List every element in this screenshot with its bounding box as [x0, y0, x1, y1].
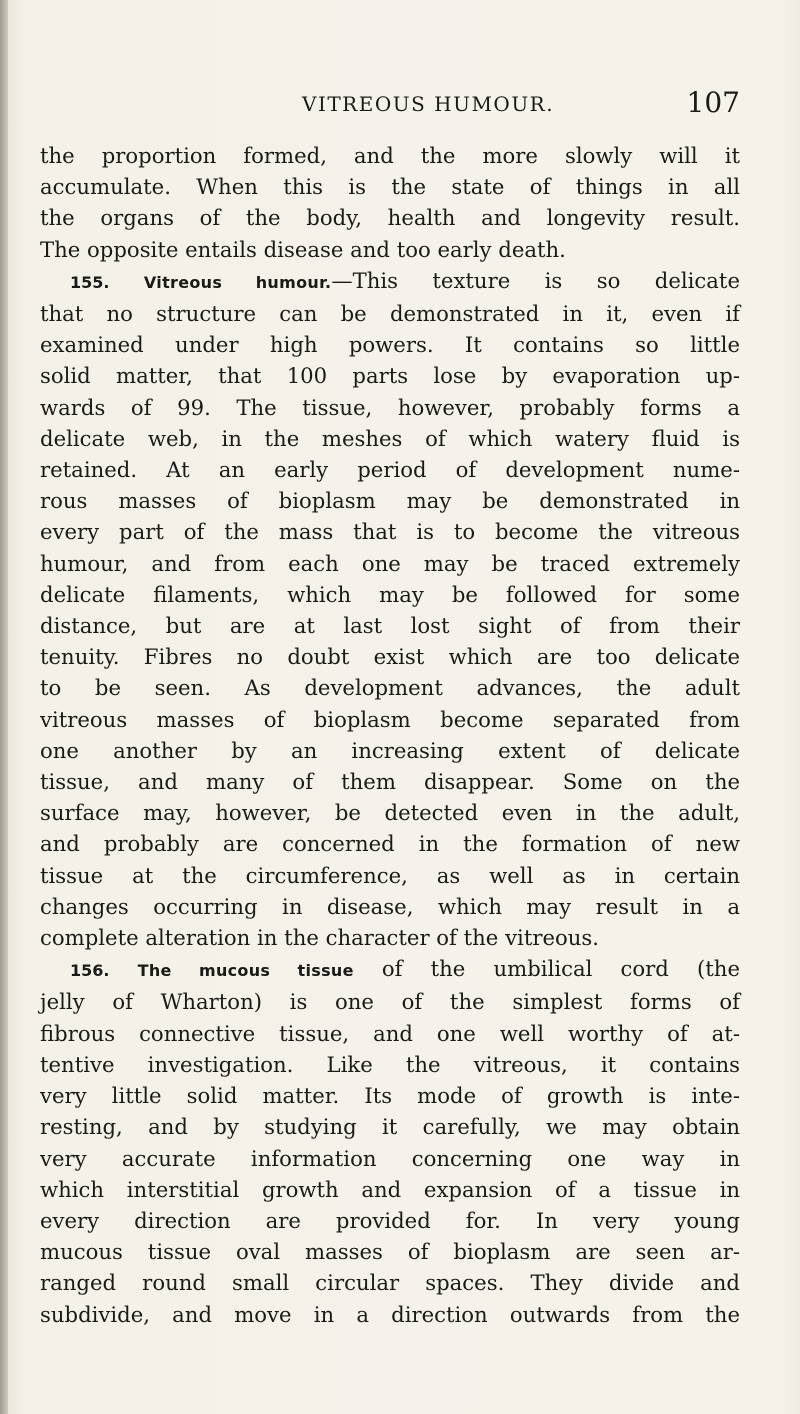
text-line: solid matter, that 100 parts lose by evaporation up- — [40, 363, 740, 389]
page-number: 107 — [686, 86, 740, 119]
text-line: and probably are concerned in the formation of new — [40, 831, 740, 857]
text-line: the proportion formed, and the more slowly will it — [40, 143, 740, 168]
text-line: tenuity. Fibres no doubt exist which are too delicate — [40, 644, 740, 670]
text-line: tentive investigation. Like the vitreous, it contains — [40, 1051, 740, 1077]
text-line: the organs of the body, health and longevity result. — [40, 205, 740, 231]
page-binding-edge — [0, 0, 8, 1414]
section-first-line — [40, 265, 740, 298]
text-line: fibrous connective tissue, and one well worthy of at- — [40, 1020, 740, 1046]
text-line: tissue, and many of them disappear. Some on the — [40, 769, 740, 795]
section-first-line-text: —This texture is so delicate — [331, 267, 740, 293]
text-line: jelly of Wharton) is one of the simplest forms of — [40, 989, 740, 1015]
text-line: one another by an increasing extent of delicate — [40, 737, 740, 763]
text-line: retained. At an early period of development nume- — [40, 457, 740, 483]
section-title: Vitreous humour. — [143, 272, 332, 292]
section-155 — [40, 265, 740, 953]
text-line: delicate web, in the meshes of which watery fluid is — [40, 425, 740, 451]
section-number: 155. — [70, 272, 110, 292]
section-title: The mucous tissue — [137, 961, 354, 981]
text-line: tissue at the circumference, as well as in certain — [40, 862, 740, 888]
section-first-line — [40, 953, 740, 986]
text-line: resting, and by studying it carefully, we may obtain — [40, 1114, 740, 1140]
section-number: 156. — [70, 961, 110, 981]
section-first-line-text: of the umbilical cord (the — [353, 956, 740, 982]
running-head: VITREOUS HUMOUR. — [302, 92, 555, 116]
text-line: changes occurring in disease, which may result in a — [40, 893, 740, 919]
text-line: rous masses of bioplasm may be demonstrated in — [40, 488, 740, 514]
body-text — [40, 140, 740, 1330]
text-line: delicate filaments, which may be followed for some — [40, 581, 740, 607]
text-line: subdivide, and move in a direction outwards from the — [40, 1301, 740, 1327]
text-line: mucous tissue oval masses of bioplasm are seen ar- — [40, 1239, 740, 1265]
text-line: vitreous masses of bioplasm become separated from — [40, 706, 740, 732]
text-line: examined under high powers. It contains so little — [40, 332, 740, 358]
text-line: that no structure can be demonstrated in it, even if — [40, 301, 740, 327]
text-line: every part of the mass that is to become the vitreous — [40, 519, 740, 545]
text-line: complete alteration in the character of the vitreous. — [40, 925, 600, 951]
text-line: very accurate information concerning one way in — [40, 1145, 740, 1171]
text-line: every direction are provided for. In very young — [40, 1207, 740, 1233]
section-156 — [40, 953, 740, 1329]
text-line: very little solid matter. Its mode of growth is inte- — [40, 1083, 740, 1109]
text-line: to be seen. As development advances, the adult — [40, 675, 740, 701]
text-line: humour, and from each one may be traced extremely — [40, 550, 740, 576]
text-line: The opposite entails disease and too early death. — [40, 236, 566, 262]
text-line: distance, but are at last lost sight of from their — [40, 613, 740, 639]
text-line: accumulate. When this is the state of things in all — [40, 174, 740, 200]
text-line: wards of 99. The tissue, however, probably forms a — [40, 394, 740, 420]
text-line: surface may, however, be detected even in the adult, — [40, 800, 740, 826]
paragraph-continuation — [40, 140, 740, 265]
page-header — [40, 86, 740, 126]
text-line: which interstitial growth and expansion of a tissue in — [40, 1176, 740, 1202]
text-line: ranged round small circular spaces. They divide and — [40, 1270, 740, 1296]
